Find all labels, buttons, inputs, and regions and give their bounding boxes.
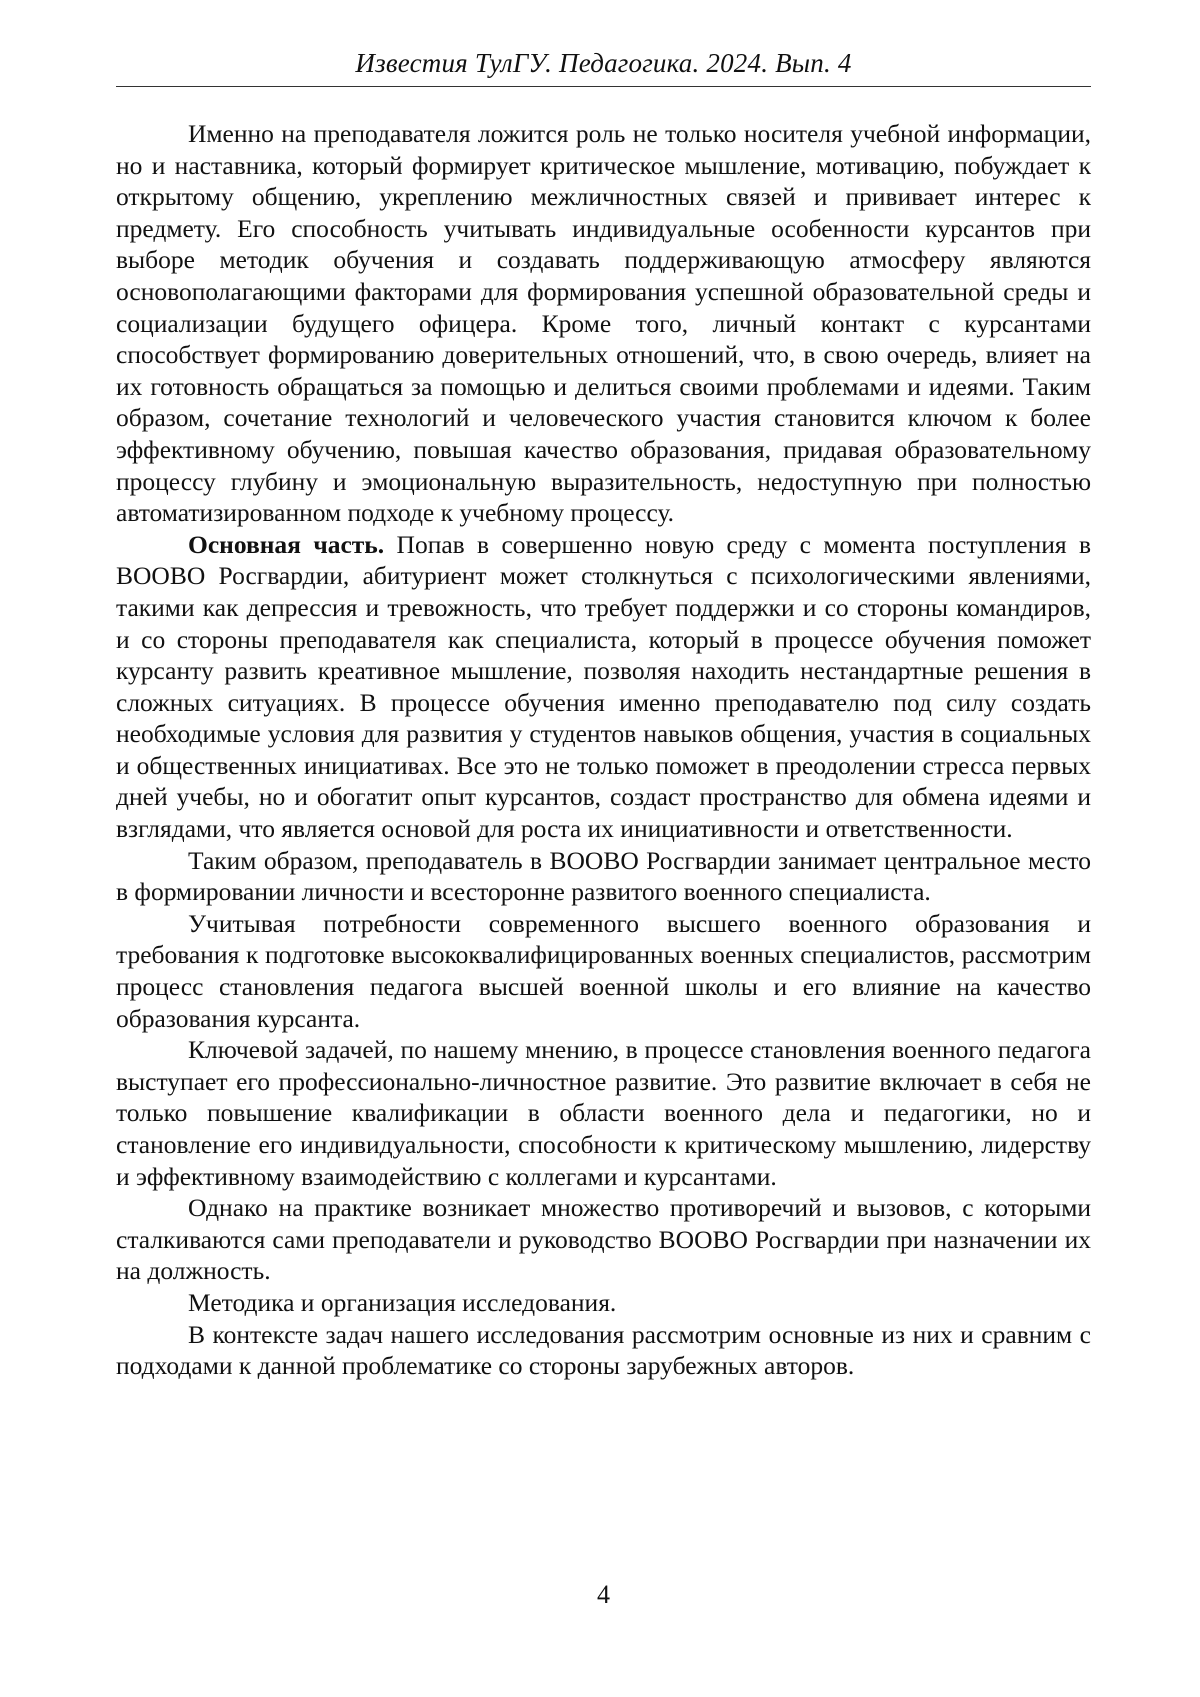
paragraph-6-text: Однако на практике возникает множество противоречий и вызовов, с которыми сталкиваются сами преподаватели и руководство ВООВО Росгвардии при назначении их на должность.	[116, 1193, 1091, 1286]
paragraph-5	[116, 1034, 1091, 1192]
paragraph-8	[116, 1319, 1091, 1382]
paragraph-1-text: Именно на преподавателя ложится роль не только носителя учебной информации, но и наставника, который формирует критическое мышление, мотивацию, побуждает к открытому общению, укреплению межличностных связей и прививает интерес к предмету. Его способность учитывать индивидуальные особенности курсантов при выборе методик обучения и создавать поддерживающую атмосферу являются основополагающими факторами для формирования успешной образовательной среды и социализации будущего офицера. Кроме того, личный контакт с курсантами способствует формированию доверительных отношений, что, в свою очередь, влияет на их готовность обращаться за помощью и делиться своими проблемами и идеями. Таким образом, сочетание технологий и человеческого участия становится ключом к более эффективному обучению, повышая качество образования, придавая образовательному процессу глубину и эмоциональную выразительность, недоступную при полностью автоматизированном подходе к учебному процессу.	[116, 119, 1091, 528]
paragraph-1	[116, 118, 1091, 529]
paragraph-methodology-heading	[116, 1287, 1091, 1319]
paragraph-6	[116, 1192, 1091, 1287]
article-body	[116, 118, 1091, 1382]
paragraph-7-text: Методика и организация исследования.	[188, 1287, 617, 1317]
page-number: 4	[597, 1580, 610, 1609]
paragraph-5-text: Ключевой задачей, по нашему мнению, в процессе становления военного педагога выступает его профессионально-личностное развитие. Это развитие включает в себя не только повышение квалификации в области военного дела и педагогики, но и становление его индивидуальности, способности к критическому мышлению, лидерству и эффективному взаимодействию с коллегами и курсантами.	[116, 1035, 1091, 1191]
paragraph-4	[116, 908, 1091, 1034]
paragraph-2-text: Попав в совершенно новую среду с момента поступления в ВООВО Росгвардии, абитуриент может столкнуться с психологическими явлениями, такими как депрессия и тревожность, что требует поддержки и со стороны командиров, и со стороны преподавателя как специалиста, который в процессе обучения поможет курсанту развить креативное мышление, позволяя находить нестандартные решения в сложных ситуациях. В процессе обучения именно преподавателю под силу создать необходимые условия для развития у студентов навыков общения, участия в социальных и общественных инициативах. Все это не только поможет в преодолении стресса первых дней учебы, но и обогатит опыт курсантов, создаст пространство для обмена идеями и взглядами, что является основой для роста их инициативности и ответственности.	[116, 529, 1091, 844]
paragraph-4-text: Учитывая потребности современного высшего военного образования и требования к подготовке высококвалифицированных военных специалистов, рассмотрим процесс становления педагога высшей военной школы и его влияние на качество образования курсанта.	[116, 908, 1091, 1033]
paragraph-3-text: Таким образом, преподаватель в ВООВО Росгвардии занимает центральное место в формировании личности и всесторонне развитого военного специалиста.	[116, 845, 1091, 907]
header-rule	[116, 86, 1091, 87]
running-header: Известия ТулГУ. Педагогика. 2024. Вып. 4	[355, 48, 852, 78]
section-lead-heading: Основная часть.	[188, 529, 385, 559]
paragraph-main-part	[116, 529, 1091, 845]
paragraph-8-text: В контексте задач нашего исследования рассмотрим основные из них и сравним с подходами к данной проблематике со стороны зарубежных авторов.	[116, 1319, 1091, 1381]
paragraph-3	[116, 845, 1091, 908]
